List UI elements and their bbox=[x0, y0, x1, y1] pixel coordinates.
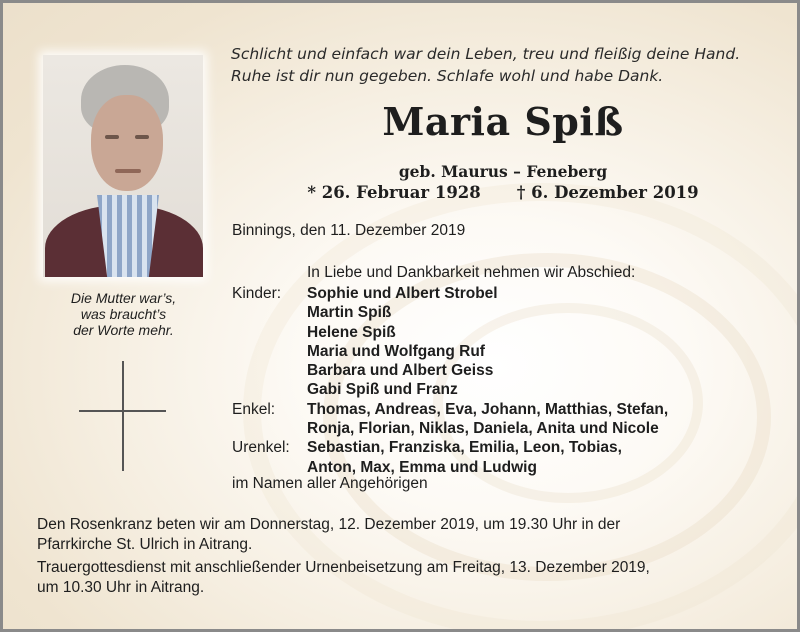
verse-line: Schlicht und einfach war dein Leben, treu und fleißig deine Hand. bbox=[231, 45, 741, 63]
group-label: Urenkel: bbox=[232, 439, 290, 457]
mourner-name: Helene Spiß bbox=[307, 323, 396, 341]
birth-name: geb. Maurus – Feneberg bbox=[398, 162, 608, 181]
mourners-list bbox=[232, 284, 668, 477]
memorial-verse bbox=[231, 43, 771, 87]
mourner-name: Barbara und Albert Geiss bbox=[307, 362, 494, 380]
mourner-group bbox=[232, 284, 668, 400]
mourner-group bbox=[232, 438, 668, 477]
notice-line: um 10.30 Uhr in Aitrang. bbox=[37, 579, 205, 596]
mourner-group bbox=[232, 400, 668, 439]
quote-line: der Worte mehr. bbox=[73, 322, 174, 338]
mourner-name: Martin Spiß bbox=[307, 304, 392, 322]
deceased-name: Maria Spiß bbox=[382, 99, 624, 144]
place-date: Binnings, den 11. Dezember 2019 bbox=[232, 222, 466, 239]
life-dates bbox=[233, 183, 773, 202]
notice-line: Trauergottesdienst mit anschließender Urnenbeisetzung am Freitag, 13. Dezember 2019, bbox=[37, 559, 650, 576]
mourner-name: Sebastian, Franziska, Emilia, Leon, Tobias, bbox=[307, 439, 622, 457]
service-notice bbox=[37, 558, 777, 598]
mourner-name: Maria und Wolfgang Ruf bbox=[307, 342, 485, 360]
group-label: Enkel: bbox=[232, 400, 276, 418]
mourner-name: Ronja, Florian, Niklas, Daniela, Anita und Nicole bbox=[307, 420, 659, 438]
notice-line: Pfarrkirche St. Ulrich in Aitrang. bbox=[37, 536, 253, 553]
mourner-name: Gabi Spiß und Franz bbox=[307, 381, 458, 399]
group-label: Kinder: bbox=[232, 285, 282, 302]
photo-quote bbox=[41, 290, 206, 338]
verse-line: Ruhe ist dir nun gegeben. Schlafe wohl und habe Dank. bbox=[231, 67, 664, 85]
portrait-photo bbox=[43, 55, 203, 277]
rosary-notice bbox=[37, 515, 777, 555]
quote-line: Die Mutter war’s, bbox=[70, 290, 177, 306]
closing-line: im Namen aller Angehörigen bbox=[232, 475, 428, 492]
birth-date: * 26. Februar 1928 bbox=[307, 183, 481, 202]
death-date: † 6. Dezember 2019 bbox=[516, 183, 699, 202]
cross-icon-bar bbox=[79, 410, 166, 412]
mourner-name: Thomas, Andreas, Eva, Johann, Matthias, Stefan, bbox=[307, 400, 669, 418]
notice-line: Den Rosenkranz beten wir am Donnerstag, 12. Dezember 2019, um 19.30 Uhr in der bbox=[37, 516, 621, 533]
cross-icon bbox=[122, 361, 124, 471]
farewell-intro: In Liebe und Dankbarkeit nehmen wir Abschied: bbox=[307, 264, 636, 281]
mourner-name: Anton, Max, Emma und Ludwig bbox=[307, 458, 537, 476]
quote-line: was braucht’s bbox=[80, 306, 167, 322]
mourner-name: Sophie und Albert Strobel bbox=[307, 285, 498, 302]
